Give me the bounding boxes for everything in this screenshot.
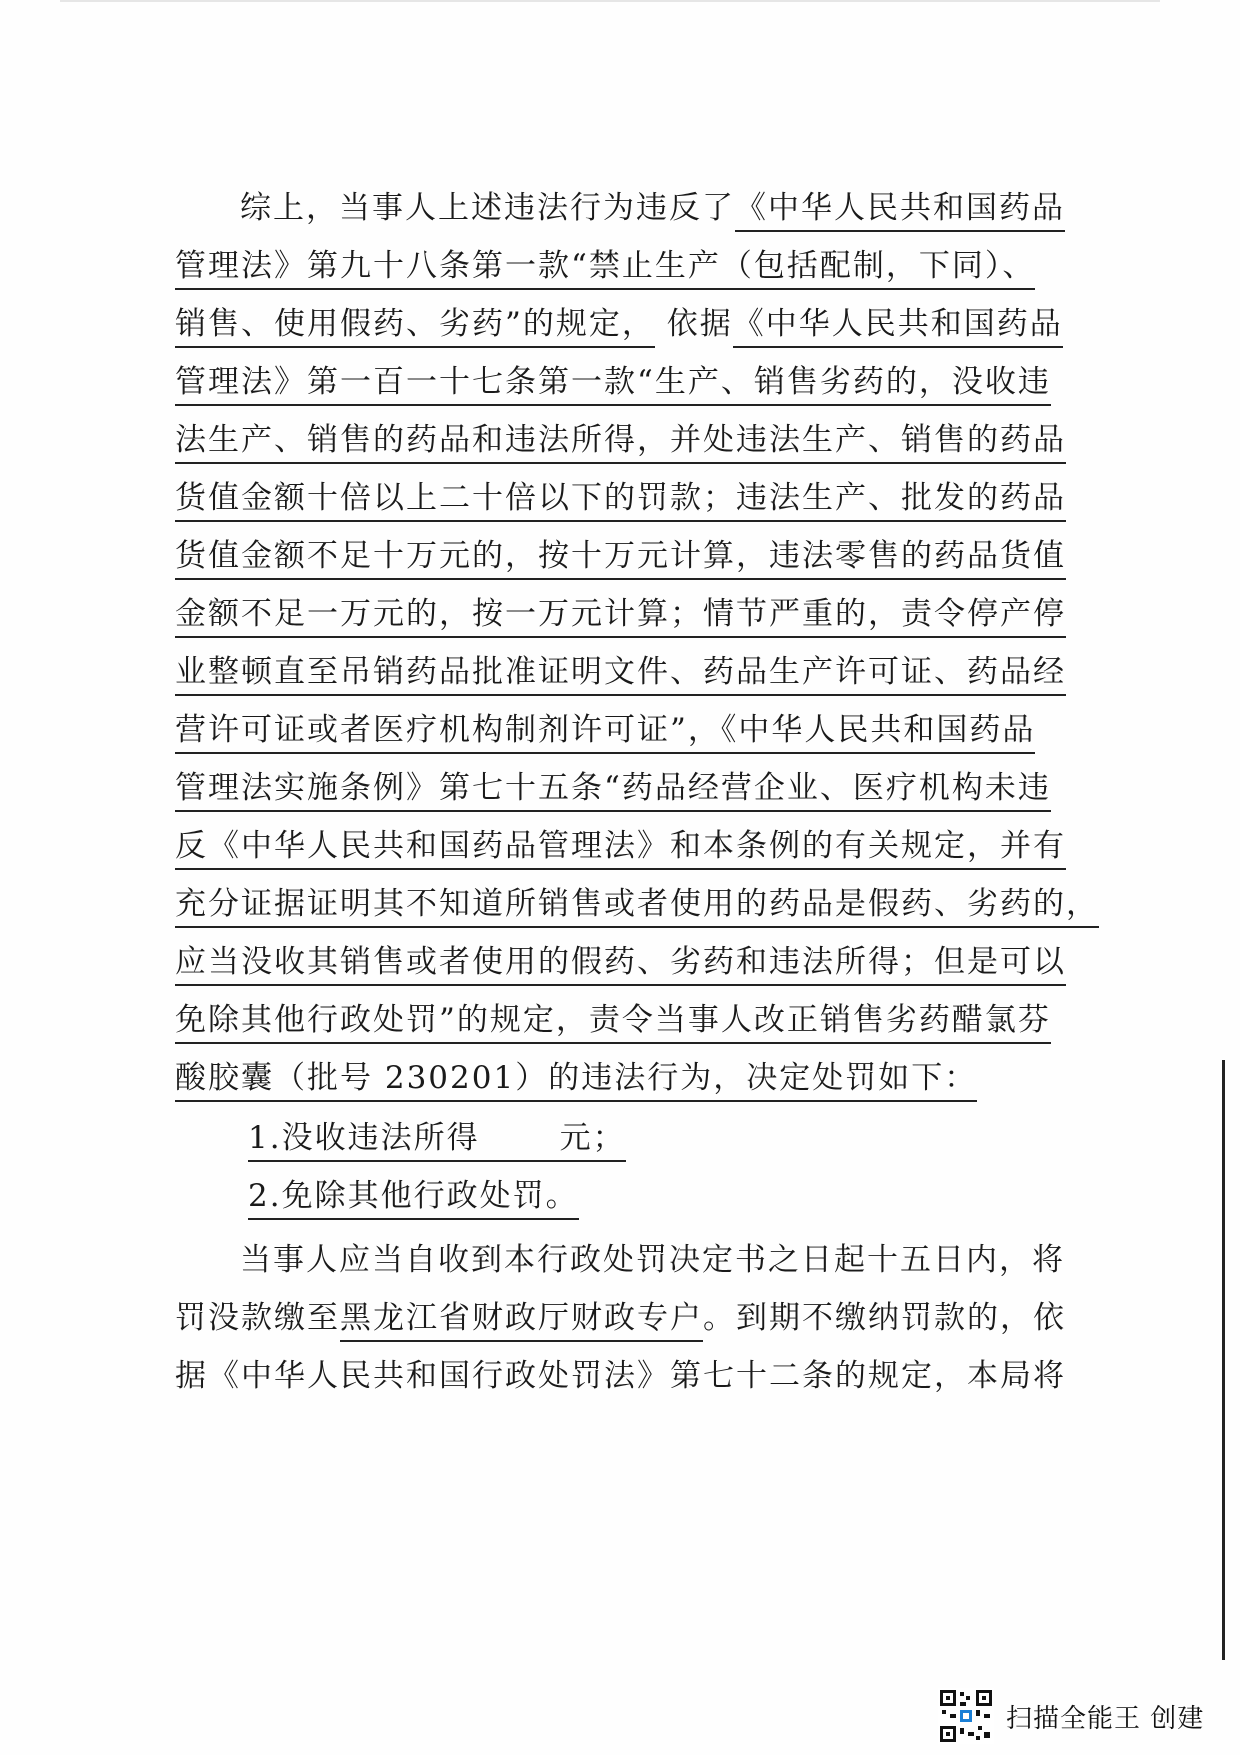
para2-line-2: [175, 1298, 1066, 1338]
law-citation-ref: 《中华人民共和国药品: [735, 190, 1065, 232]
para1-line-9: [175, 652, 1066, 692]
para1-line8-text: 金额不足一万元的，按一万元计算；情节严重的，责令停产停: [175, 596, 1066, 638]
para1-line-8: [175, 594, 1066, 634]
scan-edge-top: [60, 0, 1160, 2]
para1-line-6: [175, 478, 1066, 518]
para1-line16-text: 酸胶囊（批号 230201）的违法行为，决定处罚如下：: [175, 1060, 977, 1102]
treasury-account: 黑龙江省财政厅财政专户: [340, 1300, 703, 1342]
para1-line5-text: 法生产、销售的药品和违法所得，并处违法生产、销售的药品: [175, 422, 1066, 464]
para1-line15-text: 免除其他行政处罚”的规定，责令当事人改正销售劣药醋氯芬: [175, 1002, 1051, 1044]
scanner-watermark: [938, 1688, 1204, 1744]
para1-line3-mid: 依据: [654, 306, 733, 342]
para1-line1-prefix: 综上，当事人上述违法行为违反了: [240, 190, 735, 226]
para2-line-3: [175, 1356, 1066, 1396]
penalty-item-1: [248, 1118, 626, 1158]
penalty-item1-suffix: 元；: [559, 1120, 626, 1156]
para1-line-15: [175, 1000, 1051, 1040]
para1-line-16: [175, 1058, 977, 1098]
para1-line-13: [175, 884, 1099, 924]
para2-line2-prefix: 罚没款缴至: [175, 1300, 340, 1336]
penalty-item2-text: 2.免除其他行政处罚。: [248, 1178, 579, 1220]
para1-line10-text: 营许可证或者医疗机构制剂许可证”，《中华人民共和国药品: [175, 712, 1035, 754]
scan-edge-right: [1222, 1060, 1225, 1660]
para1-line6-text: 货值金额十倍以上二十倍以下的罚款；违法生产、批发的药品: [175, 480, 1066, 522]
para1-line-3: [175, 304, 1063, 344]
para1-line-14: [175, 942, 1066, 982]
para1-line12-text: 反《中华人民共和国药品管理法》和本条例的有关规定，并有: [175, 828, 1066, 870]
para1-line11-text: 管理法实施条例》第七十五条“药品经营企业、医疗机构未违: [175, 770, 1051, 812]
para1-line-10: [175, 710, 1035, 750]
para1-line2-text: 管理法》第九十八条第一款“禁止生产（包括配制，下同）、: [175, 248, 1035, 290]
para1-line7-text: 货值金额不足十万元的，按十万元计算，违法零售的药品货值: [175, 538, 1066, 580]
para2-line2-suffix: 。到期不缴纳罚款的，依: [703, 1300, 1066, 1336]
para1-line3-ul: 销售、使用假药、劣药”的规定，: [175, 306, 655, 348]
para1-line4-text: 管理法》第一百一十七条第一款“生产、销售劣药的，没收违: [175, 364, 1051, 406]
para1-line-4: [175, 362, 1051, 402]
para1-line-12: [175, 826, 1066, 866]
para1-line9-text: 业整顿直至吊销药品批准证明文件、药品生产许可证、药品经: [175, 654, 1066, 696]
para1-line3-ul2: 《中华人民共和国药品: [733, 306, 1063, 348]
para1-line13-text: 充分证据证明其不知道所销售或者使用的药品是假药、劣药的，: [175, 886, 1099, 928]
para1-line-11: [175, 768, 1051, 808]
watermark-label: 扫描全能王 创建: [1006, 1703, 1205, 1734]
para1-line-1: [240, 188, 1065, 228]
para1-line-5: [175, 420, 1066, 460]
para2-line-1: [240, 1240, 1065, 1280]
para1-line-7: [175, 536, 1066, 576]
para1-line14-text: 应当没收其销售或者使用的假药、劣药和违法所得；但是可以: [175, 944, 1066, 986]
para2-line3-text: 据《中华人民共和国行政处罚法》第七十二条的规定，本局将: [175, 1358, 1066, 1394]
para2-line1-text: 当事人应当自收到本行政处罚决定书之日起十五日内，将: [240, 1242, 1065, 1278]
penalty-item1-prefix: 1.没收违法所得: [248, 1120, 480, 1156]
para1-line-2: [175, 246, 1035, 286]
penalty-item1-row: [248, 1120, 626, 1162]
qr-code-icon: [938, 1688, 994, 1744]
penalty-item-2: [248, 1176, 579, 1216]
